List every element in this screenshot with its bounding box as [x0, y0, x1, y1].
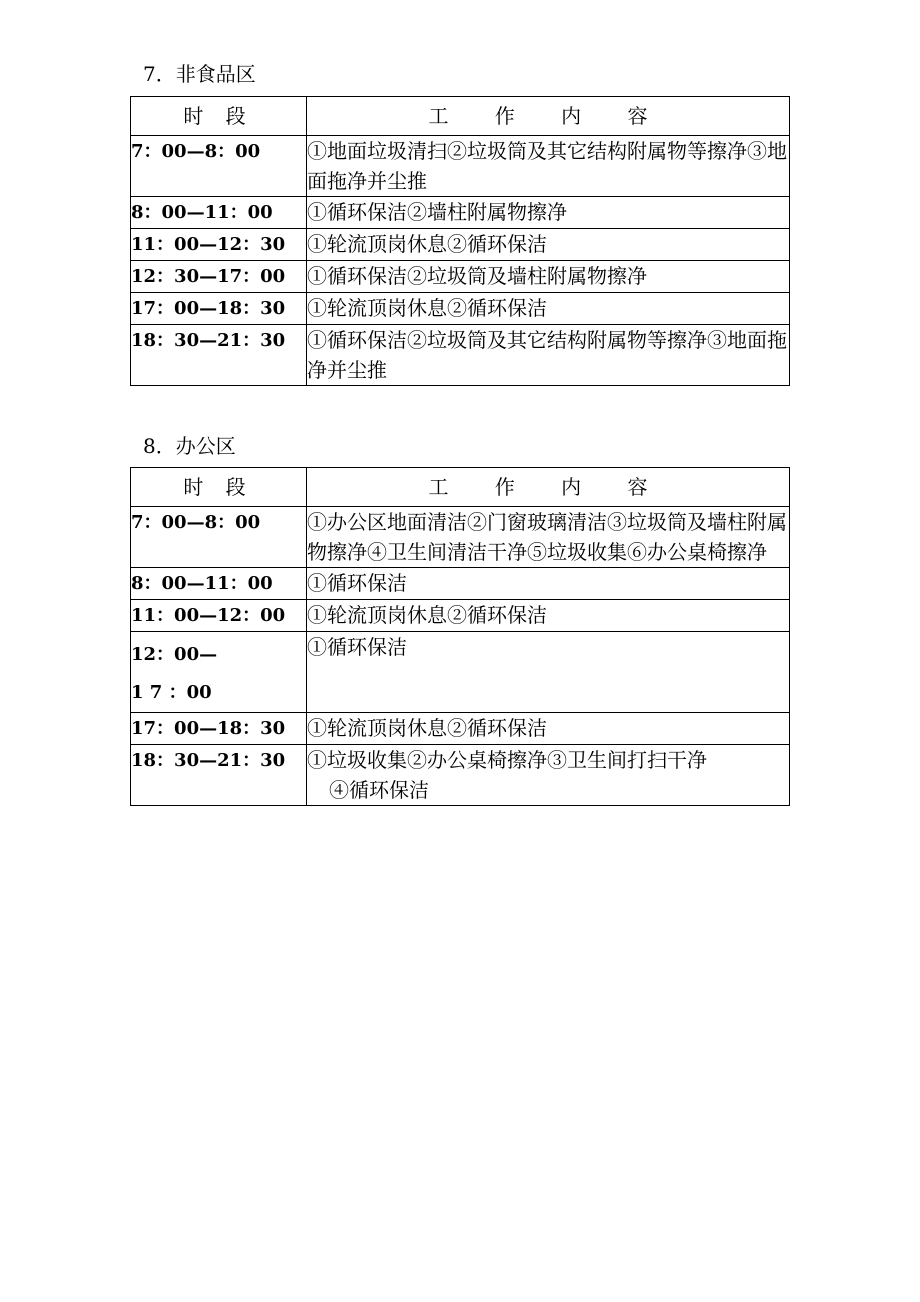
- section-title-office: 8．办公区: [143, 434, 236, 458]
- table-row: [131, 136, 790, 197]
- time-cell: 11：00—12：30: [131, 229, 307, 261]
- time-cell: 18：30—21：30: [131, 325, 307, 386]
- time-cell: 8：00—11：00: [131, 197, 307, 229]
- work-cell: ①循环保洁②垃圾筒及墙柱附属物擦净: [307, 261, 790, 293]
- work-cell: ①循环保洁②墙柱附属物擦净: [307, 197, 790, 229]
- work-cell: ①循环保洁: [307, 568, 790, 600]
- table-row: [131, 713, 790, 745]
- time-line-end: 1 7 ：00: [131, 682, 212, 703]
- time-cell: 8：00—11：00: [131, 568, 307, 600]
- non-food-schedule-table: [130, 96, 790, 386]
- time-cell: [131, 632, 307, 713]
- work-cell: ①地面垃圾清扫②垃圾筒及其它结构附属物等擦净③地面拖净并尘推: [307, 136, 790, 197]
- work-line: ①垃圾收集②办公桌椅擦净③卫生间打扫干净: [307, 748, 707, 772]
- table-row: [131, 261, 790, 293]
- work-cell: ①轮流顶岗休息②循环保洁: [307, 600, 790, 632]
- work-cell: ①轮流顶岗休息②循环保洁: [307, 229, 790, 261]
- work-line-indented: [307, 775, 789, 805]
- table-row: [131, 600, 790, 632]
- table-row: [131, 293, 790, 325]
- time-cell: 12：30—17：00: [131, 261, 307, 293]
- section-title-non-food: 7．非食品区: [143, 62, 256, 86]
- time-cell: 7：00—8：00: [131, 136, 307, 197]
- work-cell: ①办公区地面清洁②门窗玻璃清洁③垃圾筒及墙柱附属物擦净④卫生间清洁干净⑤垃圾收集⑥办公桌椅擦净: [307, 507, 790, 568]
- header-time: 时 段: [131, 97, 307, 136]
- time-line-start: 12：00—: [131, 644, 218, 665]
- work-line-text: ④循环保洁: [329, 778, 429, 802]
- time-cell: 11：00—12：00: [131, 600, 307, 632]
- work-cell: ①循环保洁②垃圾筒及其它结构附属物等擦净③地面拖净并尘推: [307, 325, 790, 386]
- time-cell: 7：00—8：00: [131, 507, 307, 568]
- table-row: [131, 507, 790, 568]
- table-header-row: [131, 468, 790, 507]
- table-row: [131, 229, 790, 261]
- time-cell: 17：00—18：30: [131, 293, 307, 325]
- work-cell: [307, 745, 790, 806]
- header-time: 时 段: [131, 468, 307, 507]
- header-work: 工 作 内 容: [307, 97, 790, 136]
- table-row: [131, 632, 790, 713]
- office-schedule-table: [130, 467, 790, 806]
- work-cell: ①轮流顶岗休息②循环保洁: [307, 293, 790, 325]
- table-row: [131, 745, 790, 806]
- time-cell: 17：00—18：30: [131, 713, 307, 745]
- header-work: 工 作 内 容: [307, 468, 790, 507]
- table-row: [131, 325, 790, 386]
- table-row: [131, 197, 790, 229]
- work-cell: ①轮流顶岗休息②循环保洁: [307, 713, 790, 745]
- table-header-row: [131, 97, 790, 136]
- table-row: [131, 568, 790, 600]
- work-cell: ①循环保洁: [307, 632, 790, 713]
- time-cell: 18：30—21：30: [131, 745, 307, 806]
